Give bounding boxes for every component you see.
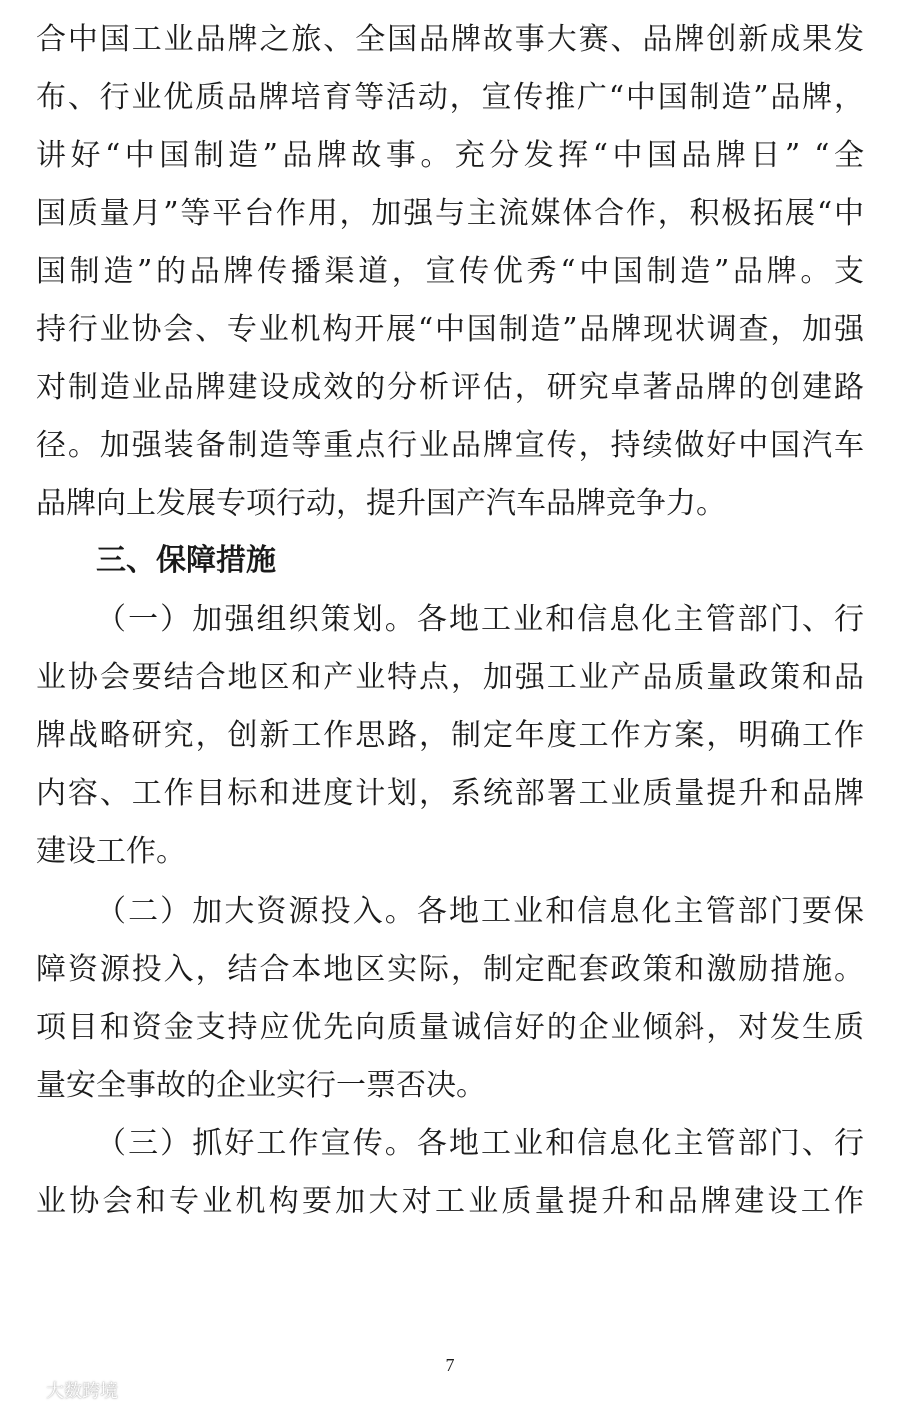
body-line: 品牌向上发展专项行动，提升国产汽车品牌竞争力。 (36, 486, 726, 521)
watermark-text: 大数跨境 (46, 1381, 118, 1402)
body-line: 国制造”的品牌传播渠道，宣传优秀“中国制造”品牌。支 (36, 254, 864, 289)
measure-1-line: 建设工作。 (36, 834, 186, 869)
measure-3-line: 业协会和专业机构要加大对工业质量提升和品牌建设工作 (36, 1184, 864, 1219)
measure-2-line: 项目和资金支持应优先向质量诚信好的企业倾斜，对发生质 (36, 1010, 864, 1045)
body-line: 持行业协会、专业机构开展“中国制造”品牌现状调查，加强 (36, 312, 864, 347)
watermark-logo-icon (8, 1378, 42, 1402)
body-line: 对制造业品牌建设成效的分析评估，研究卓著品牌的创建路 (36, 370, 864, 405)
body-line: 布、行业优质品牌培育等活动，宣传推广“中国制造”品牌， (36, 80, 864, 115)
watermark (8, 1376, 118, 1404)
section-heading: 三、保障措施 (96, 543, 276, 578)
body-line: 径。加强装备制造等重点行业品牌宣传，持续做好中国汽车 (36, 428, 864, 463)
measure-2-line: 量安全事故的企业实行一票否决。 (36, 1068, 486, 1103)
measure-1-line: 内容、工作目标和进度计划，系统部署工业质量提升和品牌 (36, 776, 864, 811)
measure-2-line: （二）加大资源投入。各地工业和信息化主管部门要保 (96, 894, 864, 929)
measure-1-line: （一）加强组织策划。各地工业和信息化主管部门、行 (96, 602, 864, 637)
body-line: 讲好“中国制造”品牌故事。充分发挥“中国品牌日” “全 (36, 138, 864, 173)
measure-2-line: 障资源投入，结合本地区实际，制定配套政策和激励措施。 (36, 952, 864, 987)
body-line: 国质量月”等平台作用，加强与主流媒体合作，积极拓展“中 (36, 196, 864, 231)
page-number: 7 (445, 1355, 455, 1375)
measure-1-line: 牌战略研究，创新工作思路，制定年度工作方案，明确工作 (36, 718, 864, 753)
body-line: 合中国工业品牌之旅、全国品牌故事大赛、品牌创新成果发 (36, 22, 864, 57)
measure-1-line: 业协会要结合地区和产业特点，加强工业产品质量政策和品 (36, 660, 864, 695)
measure-3-line: （三）抓好工作宣传。各地工业和信息化主管部门、行 (96, 1126, 864, 1161)
